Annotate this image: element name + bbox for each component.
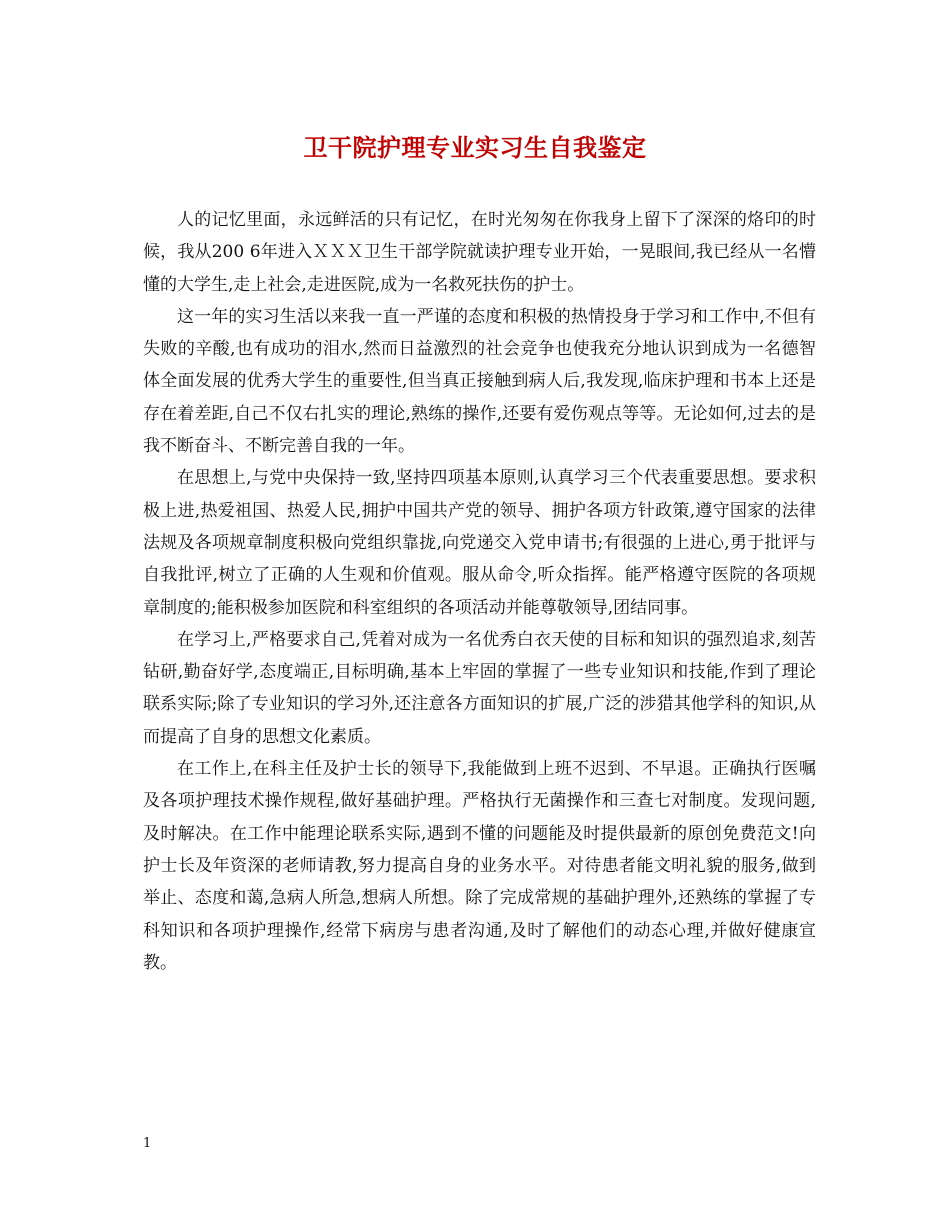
paragraph-internship-year: 这一年的实习生活以来我一直一严谨的态度和积极的热情投身于学习和工作中,不但有失败的辛酸,也有成功的泪水,然而日益激烈的社会竞争也使我充分地认识到成为一名德智体全面发展的优秀大学生的重要性,但当真正接触到病人后,我发现,临床护理和书本上还是存在着差距,自己不仅右扎实的理论,熟练的操作,还要有爱伤观点等等。无论如何,过去的是我不断奋斗、不断完善自我的一年。: [143, 306, 816, 457]
document-body: [143, 204, 816, 979]
page-number: 1: [143, 1136, 152, 1151]
paragraph-memory: 人的记忆里面，永远鲜活的只有记忆，在时光匆匆在你我身上留下了深深的烙印的时候，我从200 6年进入ＸＸＸ卫生干部学院就读护理专业开始，一晃眼间,我已经从一名懵懂的大学生,走上社会,走进医院,成为一名救死扶伤的护士。: [143, 210, 816, 295]
paragraph-ideology: 在思想上,与党中央保持一致,坚持四项基本原则,认真学习三个代表重要思想。要求积极上进,热爱祖国、热爱人民,拥护中国共产党的领导、拥护各项方针政策,遵守国家的法律法规及各项规章制度积极向党组织靠拢,向党递交入党申请书;有很强的上进心,勇于批评与自我批评,树立了正确的人生观和价值观。服从命令,听众指挥。能严格遵守医院的各项规章制度的;能积极参加医院和科室组织的各项活动并能尊敬领导,团结同事。: [143, 468, 816, 618]
document-title: 卫干院护理专业实习生自我鉴定: [303, 133, 647, 162]
paragraph-study: 在学习上,严格要求自己,凭着对成为一名优秀白衣天使的目标和知识的强烈追求,刻苦钻研,勤奋好学,态度端正,目标明确,基本上牢固的掌握了一些专业知识和技能,作到了理论联系实际;除了专业知识的学习外,还注意各方面知识的扩展,广泛的涉猎其他学科的知识,从而提高了自身的思想文化素质。: [143, 629, 816, 747]
paragraph-work: 在工作上,在科主任及护士长的领导下,我能做到上班不迟到、不早退。正确执行医嘱及各项护理技术操作规程,做好基础护理。严格执行无菌操作和三查七对制度。发现问题,及时解决。在工作中能理论联系实际,遇到不懂的问题能及时提供最新的原创免费范文!向护士长及年资深的老师请教,努力提高自身的业务水平。对待患者能文明礼貌的服务,做到举止、态度和蔼,急病人所急,想病人所想。除了完成常规的基础护理外,还熟练的掌握了专科知识和各项护理操作,经常下病房与患者沟通,及时了解他们的动态心理,并做好健康宣教。: [143, 759, 816, 973]
